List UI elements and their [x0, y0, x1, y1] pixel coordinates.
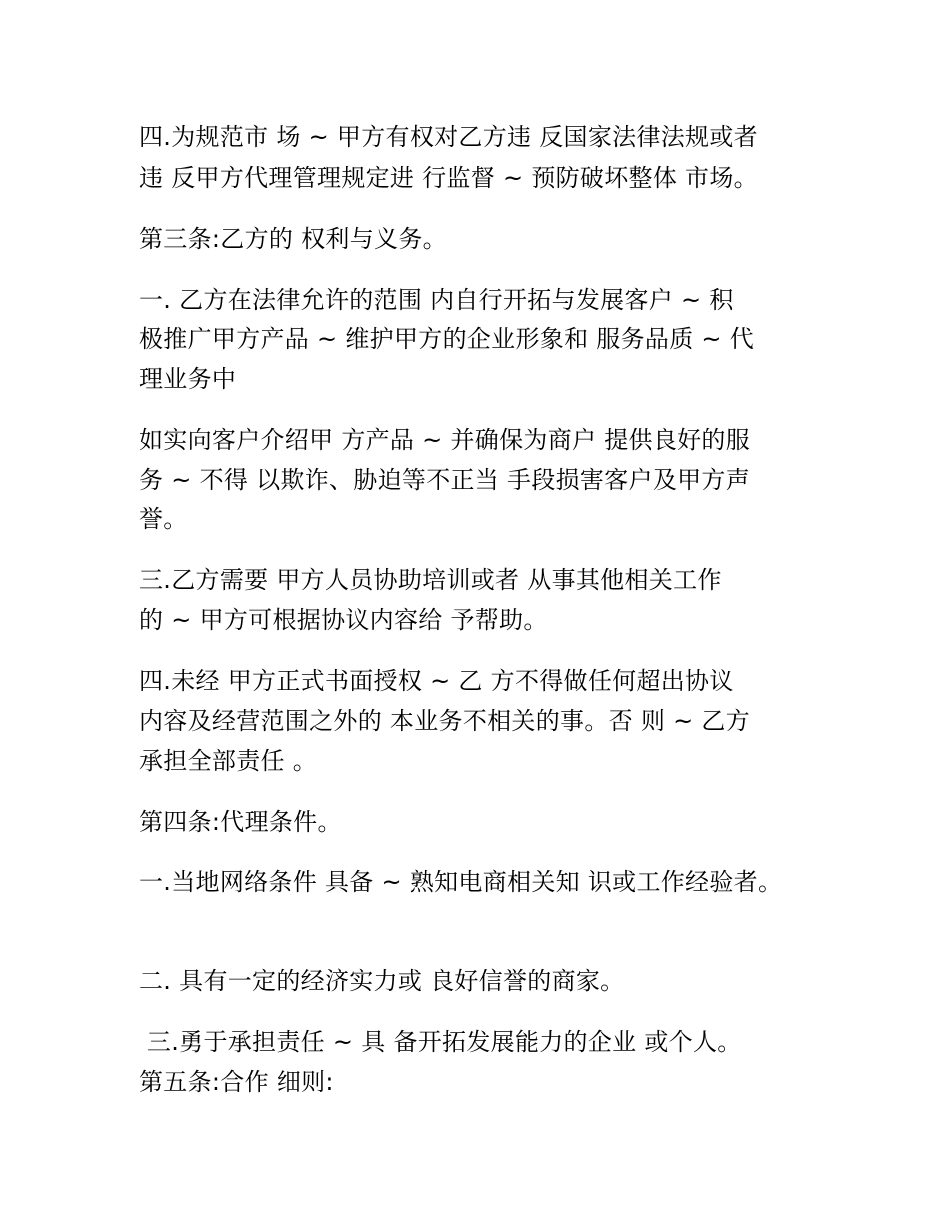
text-line: 理业务中 [139, 365, 237, 393]
text-line: 的 ~ 甲方可根据协议内容给 予帮助。 [139, 606, 548, 634]
text-line: 三.勇于承担责任 ~ 具 备开拓发展能力的企业 或个人。 [139, 1028, 742, 1056]
section-heading: 第五条:合作 细则: [139, 1068, 334, 1096]
text-line: 内容及经营范围之外的 本业务不相关的事。否 则 ~ 乙方 [139, 707, 751, 735]
text-line: 极推广甲方产品 ~ 维护甲方的企业形象和 服务品质 ~ 代 [139, 325, 755, 353]
text-line: 务 ~ 不得 以欺诈、胁迫等不正当 手段损害客户及甲方声 [139, 466, 751, 494]
text-line: 违 反甲方代理管理规定进 行监督 ~ 预防破坏整体 市场。 [139, 164, 758, 192]
text-line: 四.未经 甲方正式书面授权 ~ 乙 方不得做任何超出协议 [139, 667, 734, 695]
text-line: 二. 具有一定的经济实力或 良好信誉的商家。 [139, 967, 625, 995]
text-line: 三.乙方需要 甲方人员协助培训或者 从事其他相关工作 [139, 566, 722, 594]
section-heading: 第四条:代理条件。 [139, 808, 342, 836]
text-line: 誉。 [139, 505, 188, 533]
text-line: 承担全部责任 。 [139, 747, 318, 775]
text-line: 一. 乙方在法律允许的范围 内自行开拓与发展客户 ~ 积 [139, 286, 734, 314]
text-line: 如实向客户介绍甲 方产品 ~ 并确保为商户 提供良好的服 [139, 426, 751, 454]
text-line: 四.为规范市 场 ~ 甲方有权对乙方违 反国家法律法规或者 [139, 123, 758, 151]
text-line: 一.当地网络条件 具备 ~ 熟知电商相关知 识或工作经验者。 [139, 868, 783, 896]
section-heading: 第三条:乙方的 权利与义务。 [139, 225, 447, 253]
